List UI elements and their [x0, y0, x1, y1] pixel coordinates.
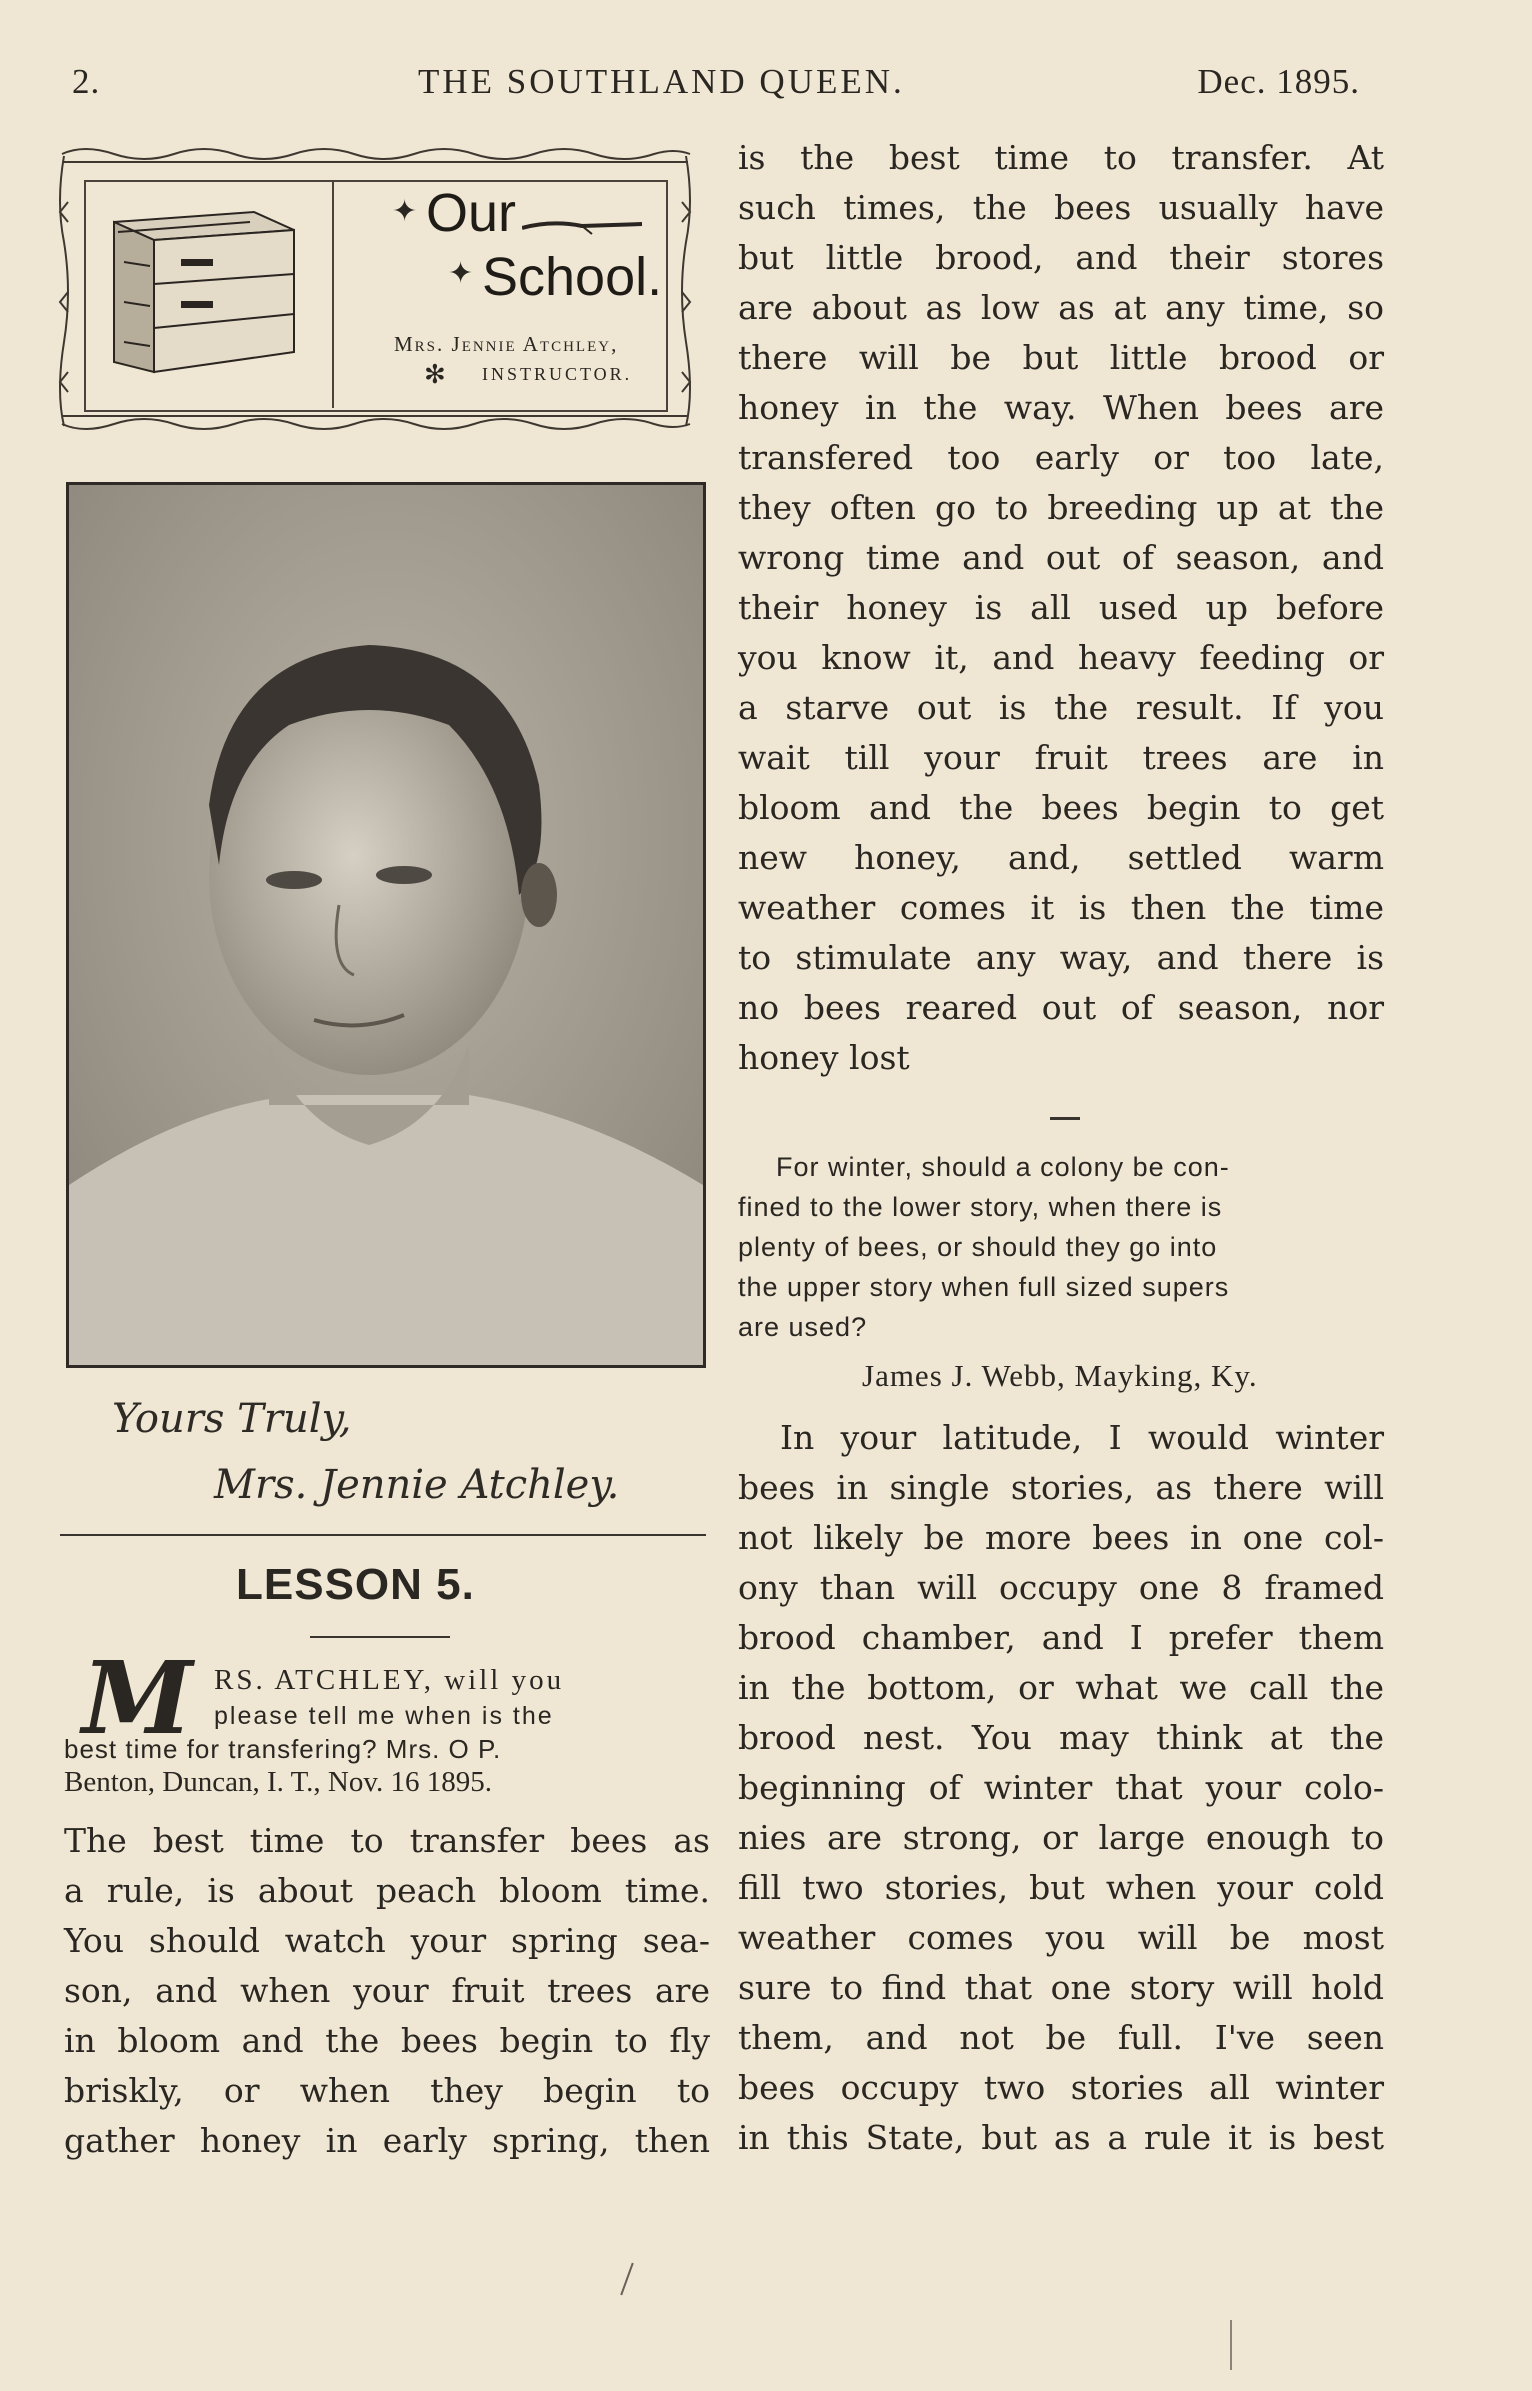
issue-date: Dec. 1895.	[1197, 62, 1360, 101]
body-line: in bloom and the bees begin to fly	[64, 2021, 710, 2060]
question-line: please tell me when is the	[214, 1702, 554, 1730]
body-line: gather honey in early spring, then	[64, 2121, 710, 2160]
body-line: their honey is all used up before	[738, 588, 1384, 627]
question-line: RS. ATCHLEY, will you	[214, 1664, 565, 1696]
paper-mark	[620, 2263, 634, 2296]
body-line: are about as low as at any time, so	[738, 288, 1384, 327]
body-line: brood chamber, and I prefer them	[738, 1618, 1384, 1657]
body-line: wrong time and out of season, and	[738, 538, 1384, 577]
body-line: there will be but little brood or	[738, 338, 1384, 377]
body-line: bloom and the bees begin to get	[738, 788, 1384, 827]
body-line: no bees reared out of season, nor	[738, 988, 1384, 1027]
body-line: new honey, and, settled warm	[738, 838, 1384, 877]
body-line: bees in single stories, as there will	[738, 1468, 1384, 1507]
running-header	[72, 62, 1360, 106]
banner-title-our: Our	[426, 183, 517, 243]
beehive-icon	[104, 202, 304, 377]
question-line: fined to the lower story, when there is	[738, 1192, 1223, 1222]
body-line: son, and when your fruit trees are	[64, 1971, 710, 2010]
body-line: but little brood, and their stores	[738, 238, 1384, 277]
drop-cap: M	[82, 1639, 193, 1757]
body-line: fill two stories, but when your cold	[738, 1868, 1384, 1907]
body-line: briskly, or when they begin to	[64, 2071, 710, 2110]
question-line: For winter, should a colony be con-	[776, 1152, 1230, 1182]
body-line: sure to find that one story will hold	[738, 1968, 1384, 2007]
body-line: such times, the bees usually have	[738, 188, 1384, 227]
body-line: honey in the way. When bees are	[738, 388, 1384, 427]
body-line: to stimulate any way, and there is	[738, 938, 1384, 977]
body-line: you know it, and heavy feeding or	[738, 638, 1384, 677]
question-line: best time for transfering? Mrs. O P.	[64, 1734, 502, 1764]
body-line: nies are strong, or large enough to	[738, 1818, 1384, 1857]
star-icon: ✦	[392, 194, 418, 229]
our-school-banner	[54, 142, 696, 444]
body-line: You should watch your spring sea-	[64, 1921, 710, 1960]
instructor-portrait	[66, 482, 706, 1368]
lesson-title-rule	[310, 1636, 450, 1638]
body-line: wait till your fruit trees are in	[738, 738, 1384, 777]
page-number: 2.	[72, 62, 101, 101]
body-line: bees occupy two stories all winter	[738, 2068, 1384, 2107]
swash-flourish-icon	[522, 210, 662, 240]
paper-mark	[1230, 2320, 1232, 2370]
asterisk-ornament-icon: ✻	[424, 360, 446, 390]
body-line: a starve out is the result. If you	[738, 688, 1384, 727]
portrait-photo	[69, 485, 703, 1365]
lesson-title: LESSON 5.	[236, 1560, 475, 1609]
instructor-name: Mrs. Jennie Atchley,	[394, 332, 619, 356]
body-line: In your latitude, I would winter	[780, 1418, 1384, 1457]
body-line: is the best time to transfer. At	[738, 138, 1384, 177]
question-credit: James J. Webb, Mayking, Ky.	[862, 1358, 1258, 1393]
body-line: not likely be more bees in one col-	[738, 1518, 1384, 1557]
question-line: are used?	[738, 1312, 868, 1342]
instructor-role: INSTRUCTOR.	[482, 364, 633, 384]
body-line: in the bottom, or what we call the	[738, 1668, 1384, 1707]
body-line: weather comes it is then the time	[738, 888, 1384, 927]
body-line: them, and not be full. I've seen	[738, 2018, 1384, 2057]
question-line: Benton, Duncan, I. T., Nov. 16 1895.	[64, 1766, 492, 1798]
body-line: brood nest. You may think at the	[738, 1718, 1384, 1757]
signature-name: Mrs. Jennie Atchley.	[214, 1462, 620, 1508]
banner-title-school: School.	[482, 247, 663, 307]
signature-salutation: Yours Truly,	[112, 1396, 352, 1442]
body-line: beginning of winter that your colo-	[738, 1768, 1384, 1807]
body-line: ony than will occupy one 8 framed	[738, 1568, 1384, 1607]
banner-divider	[332, 180, 334, 408]
body-line: weather comes you will be most	[738, 1918, 1384, 1957]
body-line: they often go to breeding up at the	[738, 488, 1384, 527]
body-line: in this State, but as a rule it is best	[738, 2118, 1384, 2157]
question-line: the upper story when full sized supers	[738, 1272, 1230, 1302]
question-line: plenty of bees, or should they go into	[738, 1232, 1218, 1262]
body-line: The best time to transfer bees as	[64, 1821, 710, 1860]
body-line: honey lost	[738, 1038, 910, 1077]
section-divider	[60, 1534, 706, 1536]
body-line: a rule, is about peach bloom time.	[64, 1871, 710, 1910]
publication-title: THE SOUTHLAND QUEEN.	[418, 62, 905, 101]
star-icon: ✦	[448, 256, 474, 291]
short-divider	[1050, 1117, 1080, 1120]
body-line: transfered too early or too late,	[738, 438, 1384, 477]
